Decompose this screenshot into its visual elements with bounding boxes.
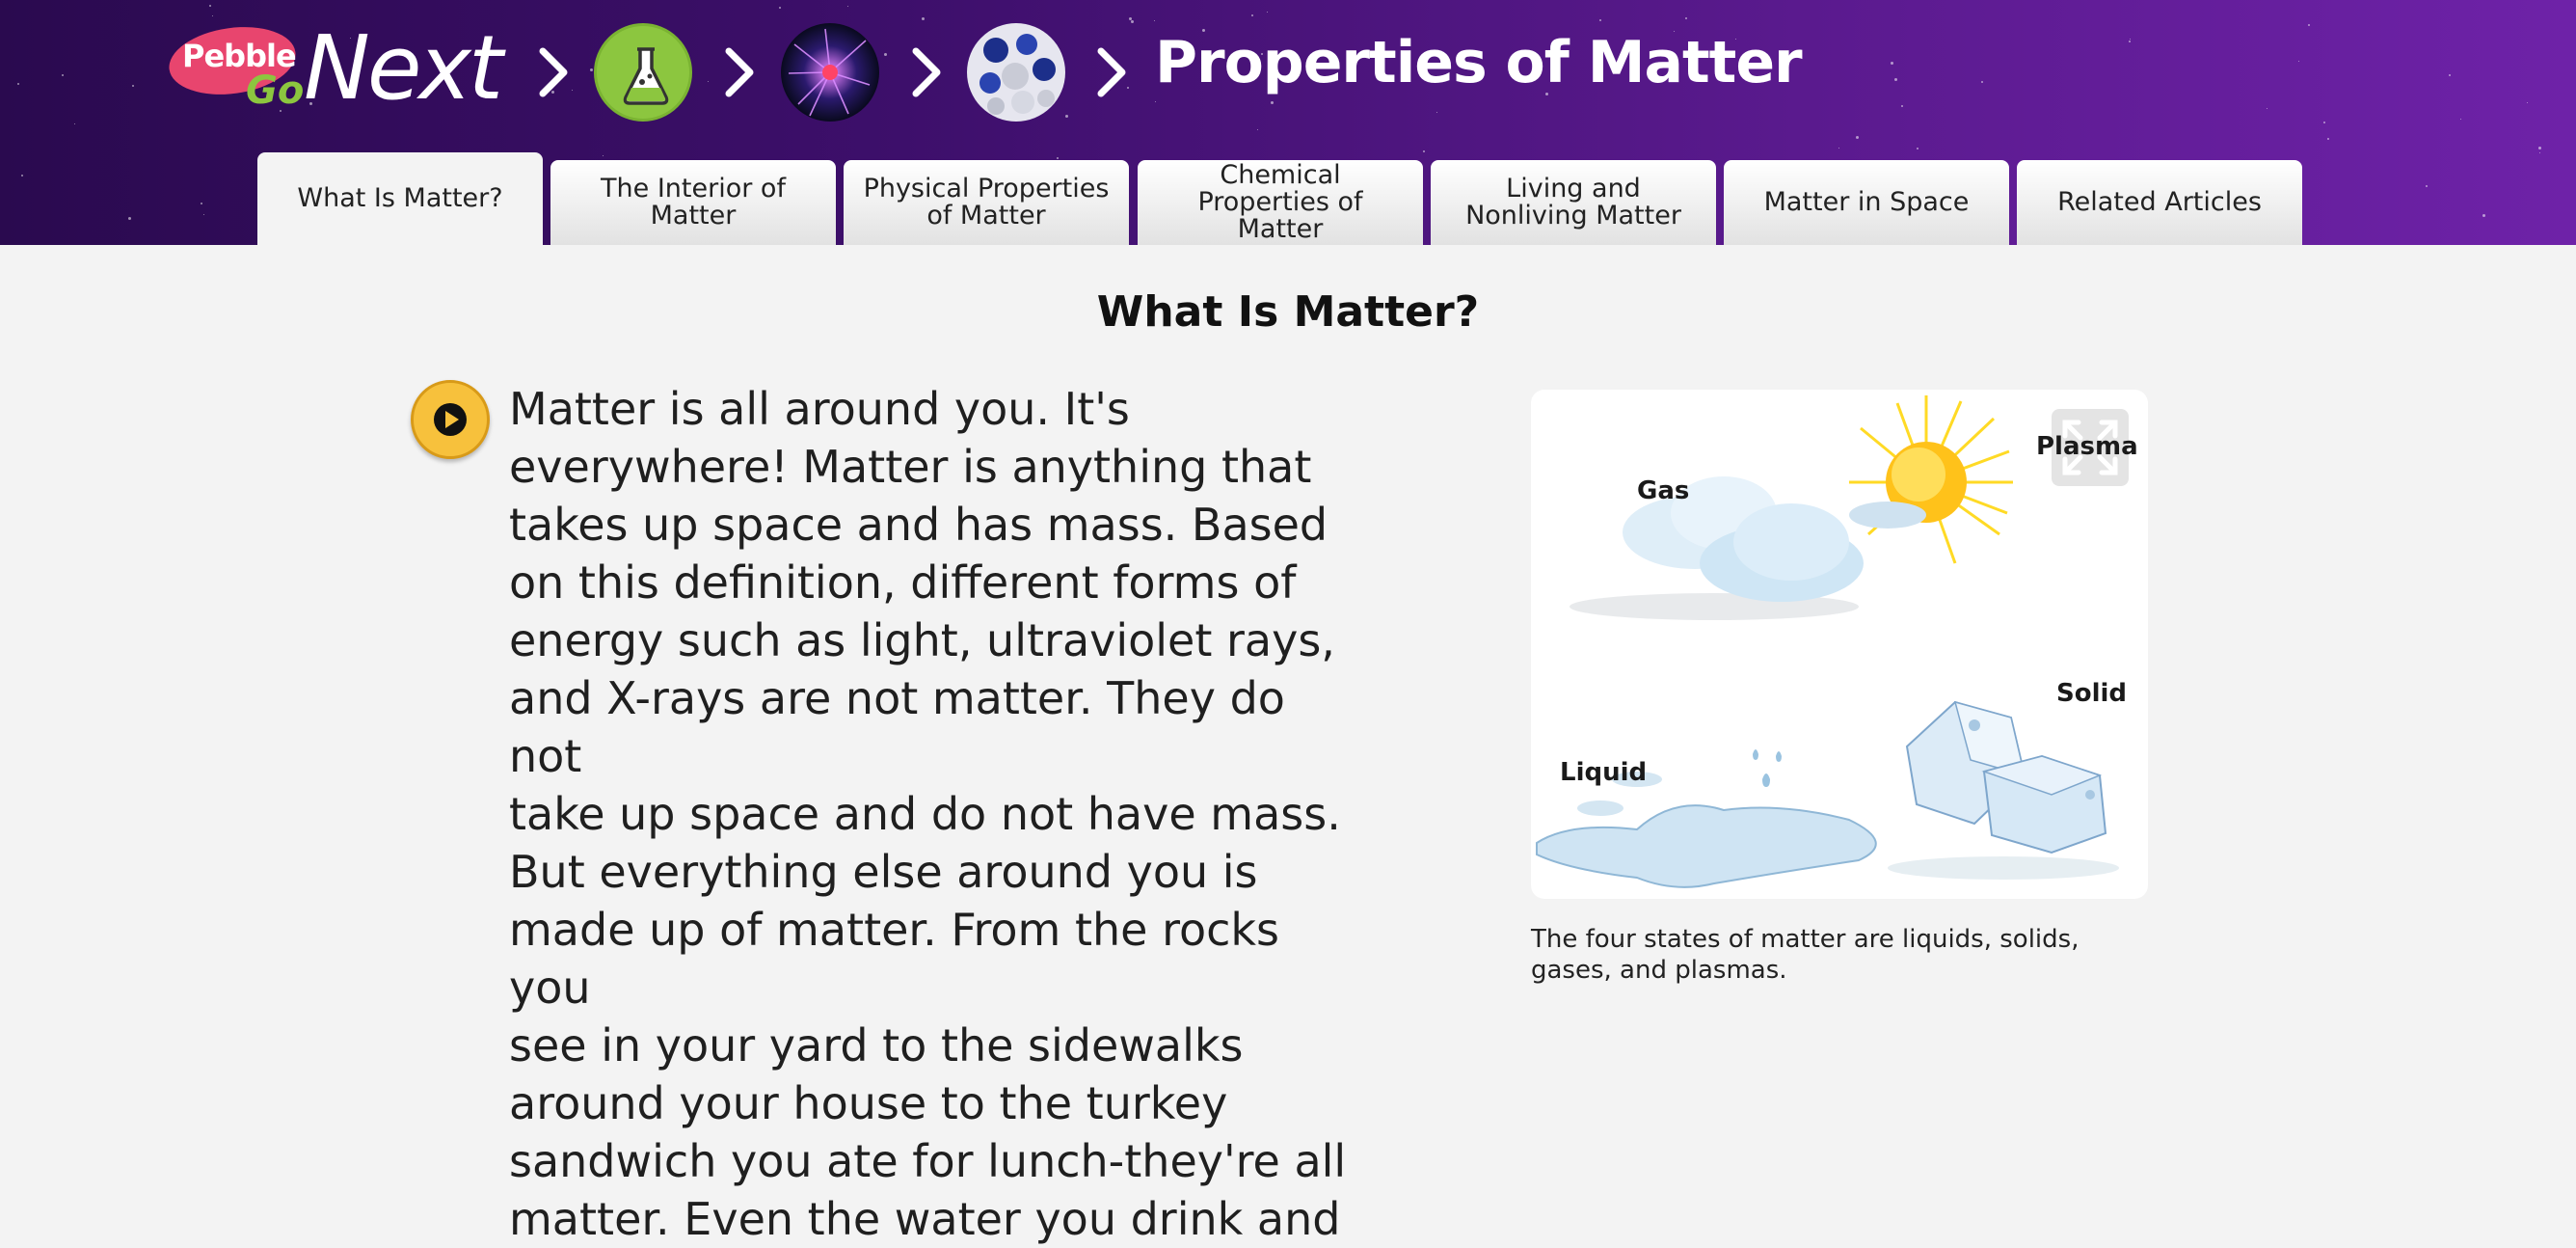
star bbox=[2449, 74, 2451, 76]
star bbox=[779, 7, 781, 9]
star bbox=[708, 81, 709, 82]
star bbox=[1423, 150, 1425, 152]
article-line: on this definition, different forms of bbox=[509, 556, 1297, 609]
star bbox=[1981, 81, 1983, 83]
logo-go-text: Go bbox=[246, 68, 305, 113]
figure-caption: The four states of matter are liquids, solids, gases, and plasmas. bbox=[1531, 925, 2080, 985]
tab-label: Matter in Space bbox=[1763, 187, 1970, 217]
article-line: made up of matter. From the rocks you bbox=[509, 904, 1280, 1014]
star bbox=[74, 123, 75, 124]
star bbox=[2323, 122, 2325, 123]
play-audio-button[interactable] bbox=[411, 380, 490, 459]
star bbox=[1057, 157, 1059, 159]
tab-label: What Is Matter? bbox=[297, 183, 503, 213]
star bbox=[590, 68, 593, 71]
star bbox=[2539, 152, 2540, 153]
star bbox=[1154, 20, 1155, 21]
star bbox=[2129, 41, 2131, 42]
star bbox=[1891, 62, 1893, 65]
liquid-label: Liquid bbox=[1560, 758, 1648, 787]
chevron-right-icon bbox=[908, 43, 947, 101]
cloud-icon bbox=[1570, 476, 1926, 620]
article-line: around your house to the turkey bbox=[509, 1077, 1228, 1129]
chevron-right-icon bbox=[535, 43, 574, 101]
tab-what-is-matter[interactable] bbox=[257, 152, 543, 245]
star bbox=[922, 17, 925, 20]
plasma-ball-icon bbox=[781, 23, 879, 122]
tab-related-articles[interactable] bbox=[2017, 160, 2302, 245]
star bbox=[212, 15, 213, 16]
star bbox=[1856, 136, 1859, 139]
star bbox=[2426, 185, 2428, 187]
article-line: see in your yard to the sidewalks bbox=[509, 1019, 1244, 1072]
star bbox=[2298, 61, 2299, 62]
tab-label: The Interior of Matter bbox=[601, 174, 786, 231]
star bbox=[128, 217, 131, 220]
tab-living-nonliving[interactable] bbox=[1431, 160, 1716, 245]
states-of-matter-figure[interactable] bbox=[1531, 390, 2148, 899]
flask-icon bbox=[597, 26, 695, 124]
star bbox=[847, 6, 848, 7]
solid-label: Solid bbox=[2056, 679, 2128, 708]
article-line: and X-rays are not matter. They do not bbox=[509, 672, 1285, 782]
tab-interior-of-matter[interactable] bbox=[550, 160, 836, 245]
ice-cube-icon bbox=[1888, 702, 2119, 880]
tab-matter-in-space[interactable] bbox=[1724, 160, 2009, 245]
breadcrumb-science[interactable] bbox=[594, 23, 692, 122]
article-line: sandwich you ate for lunch-they're all bbox=[509, 1135, 1347, 1187]
article-line: Matter is all around you. It's bbox=[509, 383, 1130, 435]
star bbox=[1251, 14, 1253, 16]
star bbox=[1155, 101, 1156, 102]
star bbox=[1685, 17, 1687, 19]
star bbox=[2538, 147, 2541, 149]
section-heading: What Is Matter? bbox=[1096, 287, 1480, 337]
breadcrumb-molecules[interactable] bbox=[967, 23, 1065, 122]
star bbox=[1436, 112, 1437, 113]
page-title: Properties of Matter bbox=[1155, 29, 1802, 96]
star bbox=[2527, 102, 2528, 103]
tab-label: Chemical Properties of Matter bbox=[1197, 160, 1363, 244]
star bbox=[1917, 148, 1919, 149]
star bbox=[884, 53, 887, 56]
star bbox=[2308, 24, 2310, 26]
star bbox=[21, 175, 23, 176]
molecules-icon bbox=[967, 23, 1065, 122]
star bbox=[1894, 78, 1897, 81]
chevron-right-icon bbox=[721, 43, 760, 101]
tab-label: Living and Nonliving Matter bbox=[1465, 174, 1681, 231]
star bbox=[1267, 12, 1268, 13]
article-line: But everything else around you is bbox=[509, 846, 1258, 898]
star bbox=[2460, 119, 2461, 120]
star bbox=[209, 5, 211, 7]
header-banner bbox=[0, 0, 2576, 245]
tab-physical-properties[interactable] bbox=[844, 160, 1129, 245]
star bbox=[2327, 138, 2329, 140]
star bbox=[203, 214, 204, 215]
star bbox=[201, 203, 202, 204]
tab-chemical-properties[interactable] bbox=[1138, 160, 1423, 245]
article-line: take up space and do not have mass. bbox=[509, 788, 1341, 840]
tab-label: Physical Properties of Matter bbox=[863, 174, 1110, 231]
star bbox=[62, 74, 64, 76]
star bbox=[603, 155, 604, 156]
article-line: energy such as light, ultraviolet rays, bbox=[509, 614, 1335, 666]
breadcrumb-plasma[interactable] bbox=[781, 23, 879, 122]
logo-pebble-text: Pebble bbox=[182, 38, 296, 74]
article-body bbox=[509, 380, 1357, 1248]
star bbox=[1065, 115, 1068, 118]
article-line: everywhere! Matter is anything that bbox=[509, 441, 1312, 493]
star bbox=[1131, 20, 1134, 23]
chevron-right-icon bbox=[1093, 43, 1132, 101]
star bbox=[1271, 101, 1274, 104]
logo-next-text: Next bbox=[304, 16, 500, 120]
plasma-label: Plasma bbox=[2036, 432, 2138, 461]
gas-label: Gas bbox=[1637, 476, 1690, 505]
tab-label: Related Articles bbox=[2057, 187, 2262, 217]
star bbox=[132, 85, 134, 87]
star bbox=[1599, 19, 1601, 21]
star bbox=[17, 83, 19, 85]
article-line: matter. Even the water you drink and bbox=[509, 1193, 1341, 1245]
star bbox=[1129, 17, 1132, 20]
star bbox=[1838, 148, 1839, 149]
star bbox=[1901, 105, 1903, 107]
article-line: takes up space and has mass. Based bbox=[509, 499, 1328, 551]
sun-icon bbox=[1849, 395, 2013, 563]
pebblego-next-logo[interactable] bbox=[169, 16, 516, 120]
star bbox=[2482, 214, 2485, 217]
star bbox=[2130, 39, 2131, 40]
play-icon bbox=[431, 400, 470, 439]
star bbox=[1257, 129, 1258, 130]
